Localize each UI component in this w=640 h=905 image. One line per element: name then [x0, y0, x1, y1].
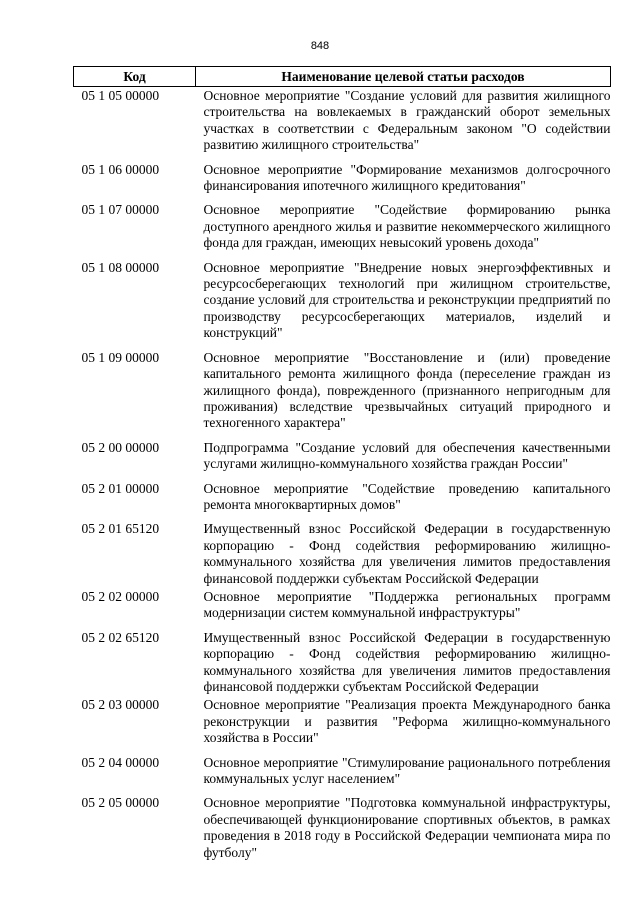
row-code: 05 2 01 65120: [81, 521, 160, 537]
budget-table-container: [73, 66, 610, 869]
row-name: Имущественный взнос Российской Федерации в государственную корпорацию - Фонд содействия реформированию жилищно-коммунального хозяйства для увеличения лимитов предоставления финансовой поддержки субъектам Российской Федерации: [203, 629, 611, 694]
table-row: [74, 260, 611, 350]
table-row: [74, 795, 611, 869]
row-name: Основное мероприятие "Содействие проведению капитального ремонта многоквартирных домов": [203, 480, 611, 512]
row-name: Основное мероприятие "Поддержка региональных программ модернизации систем коммунальной инфраструктуры": [203, 588, 611, 621]
row-name: Основное мероприятие "Реализация проекта Международного банка реконструкции и развития "Реформа жилищно-коммунального хозяйства в России": [203, 697, 611, 746]
table-row: [74, 162, 611, 203]
row-code: 05 2 01 00000: [81, 480, 160, 496]
table-row: [74, 697, 611, 754]
row-name: Основное мероприятие "Подготовка коммунальной инфраструктуры, обеспечивающей функционирование спортивных объектов, в рамках проведения в 2018 году в Российской Федерации чемпионата мира по футболу": [203, 795, 611, 860]
row-name: Основное мероприятие "Содействие формированию рынка доступного арендного жилья и развитие некоммерческого жилищного фонда для граждан, имеющих невысокий уровень дохода": [203, 202, 611, 251]
table-row: [74, 350, 611, 440]
table-row: [74, 521, 611, 589]
row-code: 05 2 05 00000: [81, 795, 160, 811]
table-header-row: [74, 67, 611, 87]
budget-classification-table: [73, 66, 611, 869]
row-name: Основное мероприятие "Внедрение новых энергоэффективных и ресурсосберегающих технологий при жилищном строительстве, создание условий для строительства и реконструкции предприятий по производству ресурсосберегающих материалов, изделий и конструкций": [203, 259, 611, 341]
row-code: 05 1 09 00000: [81, 349, 160, 365]
row-code: 05 2 04 00000: [81, 754, 160, 770]
row-name: Подпрограмма "Создание условий для обеспечения качественными услугами жилищно-коммунального хозяйства граждан России": [203, 439, 611, 472]
table-row: [74, 755, 611, 796]
header-code: Код: [74, 67, 196, 87]
table-row: [74, 87, 611, 162]
row-name: Основное мероприятие "Стимулирование рационального потребления коммунальных услуг населением": [203, 754, 611, 787]
table-row: [74, 481, 611, 522]
row-name: Основное мероприятие "Восстановление и (или) проведение капитального ремонта жилищного фонда (переселение граждан из жилищного фонда), поврежденного (признанного непригодным для проживания) вследствие чрезвычайных ситуаций природного и техногенного характера": [203, 349, 611, 431]
row-code: 05 2 02 65120: [81, 629, 160, 645]
row-name: Имущественный взнос Российской Федерации в государственную корпорацию - Фонд содействия реформированию жилищно-коммунального хозяйства для увеличения лимитов предоставления финансовой поддержки субъектам Российской Федерации: [203, 521, 611, 586]
row-code: 05 1 06 00000: [81, 161, 160, 177]
table-row: [74, 440, 611, 481]
row-name: Основное мероприятие "Формирование механизмов долгосрочного финансирования ипотечного жилищного кредитования": [203, 161, 611, 194]
row-code: 05 2 00 00000: [81, 439, 160, 455]
table-row: [74, 630, 611, 698]
row-code: 05 1 05 00000: [81, 88, 160, 103]
header-name: Наименование целевой статьи расходов: [196, 67, 611, 87]
row-code: 05 2 02 00000: [81, 588, 160, 604]
table-row: [74, 589, 611, 630]
row-code: 05 2 03 00000: [81, 697, 160, 713]
row-code: 05 1 08 00000: [81, 259, 160, 275]
row-code: 05 1 07 00000: [81, 202, 160, 218]
page-number: 848: [310, 40, 330, 52]
table-row: [74, 202, 611, 259]
row-name: Основное мероприятие "Создание условий для развития жилищного строительства на вовлекаемых в гражданский оборот земельных участках в соответствии с Федеральным законом "О содействии развитию жилищного строительства": [203, 88, 611, 153]
